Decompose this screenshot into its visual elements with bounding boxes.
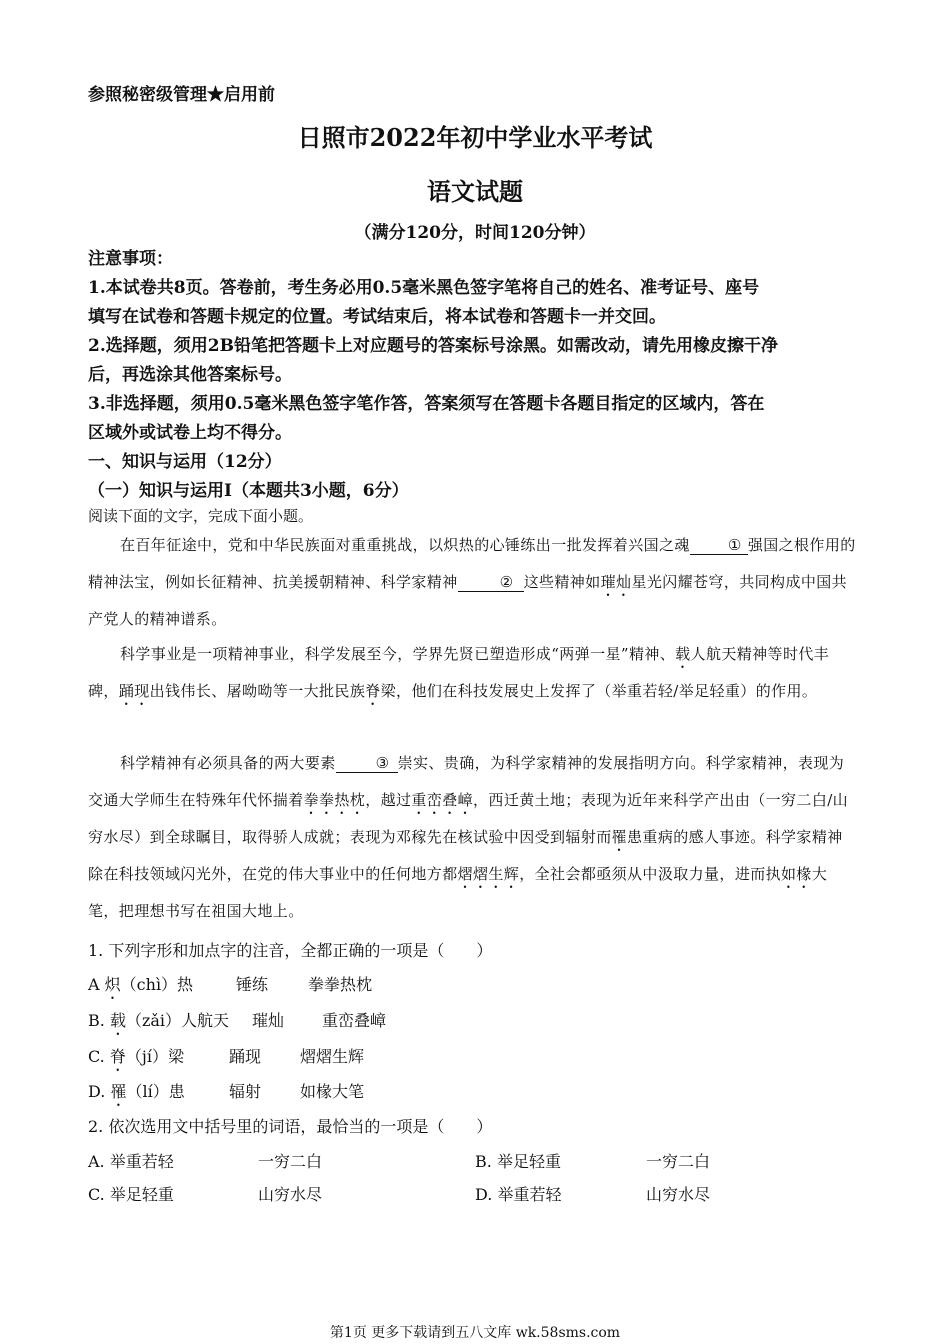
notes-line: 区域外或试卷上均不得分。 <box>88 423 292 443</box>
q1-option-c-word2: 踊现 <box>229 1047 262 1066</box>
q2-option-d-word2: 山穷水尽 <box>646 1185 711 1204</box>
subject-title: 语文试题 <box>427 177 523 206</box>
notes-line: 1.本试卷共8页。答卷前，考生务必用0.5毫米黑色签字笔将自己的姓名、准考证号、座号 <box>88 278 760 298</box>
part-heading: 一、知识与运用（12分） <box>88 452 282 472</box>
passage-paragraph-2: 科学事业是一项精神事业，科学发展至今，学界先贤已塑造形成“两弹一星”精神、载人航天精神等时代丰碑，踊现出钱伟长、屠呦呦等一大批民族脊梁，他们在科技发展史上发挥了（举重若轻/举足轻重）的作用。 <box>88 645 830 700</box>
dotted-word: 踊现 <box>118 682 150 700</box>
subpart-heading: （一）知识与运用Ⅰ（本题共3小题，6分） <box>88 481 409 501</box>
q1-option-d-word3: 如椽大笔 <box>300 1082 365 1101</box>
q1-option-d-word2: 辐射 <box>229 1082 262 1101</box>
passage-paragraph-1: 在百年征途中，党和中华民族面对重重挑战，以炽热的心锤练出一批发挥着兴国之魂 ① 强国之根作用的精神法宝，例如长征精神、抗美援朝精神、科学家精神 ② 这些精神如璀灿星光闪耀苍穹，共同构成中国共产党人的精神谱系。 <box>88 536 856 628</box>
dotted-word: 重峦叠嶂 <box>411 791 474 809</box>
notes-line: 后，再选涂其他答案标号。 <box>88 365 292 385</box>
q2-option-c-word2: 山穷水尽 <box>258 1185 323 1204</box>
question-1-stem: 1. 下列字形和加点字的注音，全都正确的一项是（ ） <box>88 941 493 960</box>
blank-3: ③ <box>336 754 398 773</box>
dotted-word: 罹 <box>611 828 628 846</box>
confidentiality-label: 参照秘密级管理★启用前 <box>88 85 275 105</box>
q1-option-b-word3: 重峦叠嶂 <box>322 1011 387 1030</box>
q1-option-d: D. 罹（lí）患 <box>88 1082 185 1101</box>
dotted-word: 熠熠生辉 <box>457 865 520 883</box>
q2-option-b-word2: 一穷二白 <box>646 1152 711 1171</box>
q2-option-a-word2: 一穷二白 <box>258 1152 323 1171</box>
blank-2: ② <box>458 573 524 592</box>
q1-option-b-word2: 璀灿 <box>252 1011 285 1030</box>
notes-heading: 注意事项： <box>88 249 173 269</box>
passage-paragraph-3: 科学精神有必须具备的两大要素 ③ 崇实、贵确，为科学家精神的发展指明方向。科学家精神，表现为交通大学师生在特殊年代怀揣着拳拳热枕，越过重峦叠嶂，西迁黄土地；表现为近年来科学产出由（一穷二白/山穷水尽）到全球瞩目，取得骄人成就；表现为邓稼先在核试验中因受到辐射而罹患重病的感人事迹。科学家精神除在科技领域闪光外，在党的伟大事业中的任何地方都熠熠生辉，全社会都亟须从中汲取力量，进而执如椽大笔，把理想书写在祖国大地上。 <box>88 754 849 920</box>
q1-option-c: C. 脊（jí）梁 <box>88 1047 184 1066</box>
q1-option-b: B. 载（zǎi）人航天 <box>88 1011 230 1030</box>
dotted-word: 如椽 <box>781 865 812 883</box>
dotted-word: 拳拳热枕 <box>303 791 366 809</box>
notes-line: 填写在试卷和答题卡规定的位置。考试结束后，将本试卷和答题卡一并交回。 <box>88 307 666 327</box>
notes-line: 3.非选择题，须用0.5毫米黑色签字笔作答，答案须写在答题卡各题目指定的区域内，答在 <box>88 394 765 414</box>
exam-title: 日照市2022年初中学业水平考试 <box>297 123 653 152</box>
page-footer: 第1页 更多下载请到五八文库 wk.58sms.com <box>329 1325 621 1341</box>
q2-option-d: D. 举重若轻 <box>475 1185 562 1204</box>
q1-option-a: A 炽（chì）热 <box>88 975 194 994</box>
q1-option-a-word2: 锤练 <box>236 975 269 994</box>
q1-option-c-word3: 熠熠生辉 <box>300 1047 365 1066</box>
dotted-word: 脊 <box>365 682 381 700</box>
score-time: （满分120分，时间120分钟） <box>354 223 596 243</box>
reading-instruction: 阅读下面的文字，完成下面小题。 <box>88 507 314 525</box>
q2-option-b: B. 举足轻重 <box>475 1152 561 1171</box>
dotted-word: 载 <box>675 645 691 663</box>
q2-option-a: A. 举重若轻 <box>88 1152 174 1171</box>
q2-option-c: C. 举足轻重 <box>88 1185 174 1204</box>
blank-1: ① <box>690 536 748 555</box>
notes-line: 2.选择题，须用2B铅笔把答题卡上对应题号的答案标号涂黑。如需改动，请先用橡皮擦干净 <box>88 336 778 356</box>
question-2-stem: 2. 依次选用文中括号里的词语，最恰当的一项是（ ） <box>88 1117 493 1136</box>
q1-option-a-word3: 拳拳热枕 <box>308 975 373 994</box>
dotted-word: 璀灿 <box>600 573 632 591</box>
